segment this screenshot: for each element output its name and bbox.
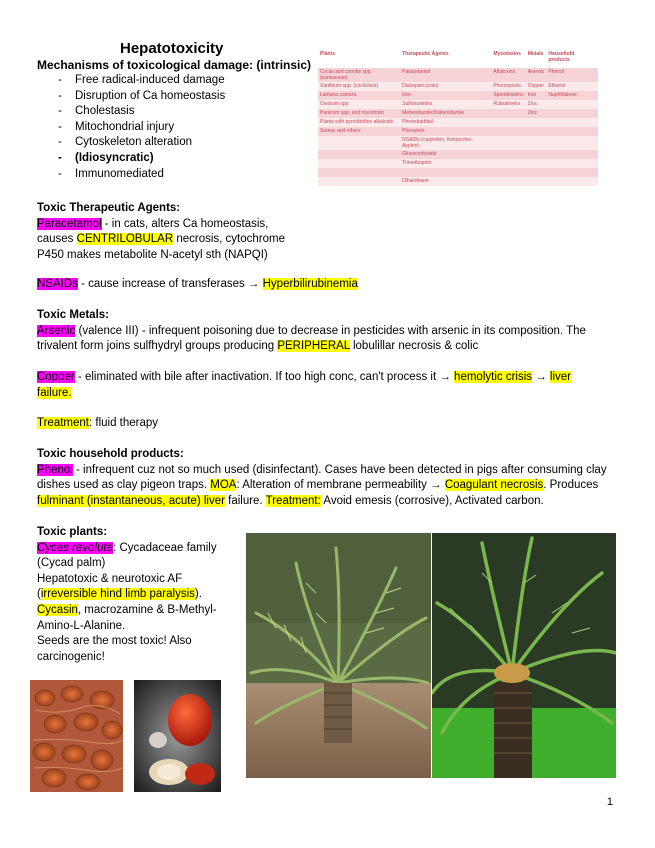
table-row [318, 100, 598, 109]
cycas-seeds-photo [30, 680, 123, 792]
table-cell [546, 168, 598, 177]
table-cell: Dihalothane [400, 177, 491, 186]
table-cell: Zinc [526, 100, 547, 109]
table-row [318, 109, 598, 118]
table-cell [318, 159, 400, 168]
table-row [318, 136, 598, 150]
list-item: - Immunomediated [37, 167, 225, 183]
plants-heading: Toxic plants: [37, 526, 108, 538]
highlight: Arsenic [37, 324, 76, 337]
text: (valence III) - infrequent poisoning due to decrease in pesticides with arsenic in its composition. The trivalent form joins sulfhydryl groups producing [37, 324, 586, 353]
table-header: Mycotoxins [491, 50, 525, 68]
table-cell [526, 136, 547, 150]
paracetamol-paragraph [37, 217, 307, 264]
table-cell [526, 150, 547, 159]
highlight: NSAIDs [37, 278, 78, 290]
list-item: - (Idiosyncratic) [37, 151, 225, 167]
text: → [532, 371, 550, 383]
table-cell: Diazepam (cats) [400, 82, 491, 91]
highlight: Paracetamol [37, 217, 102, 230]
table-cell: NSAIDs (carprofen, Ketoprofen, Aspirin) [400, 136, 491, 150]
table-cell: Naphthalene [546, 91, 598, 100]
copper-paragraph [37, 370, 597, 401]
mechanisms-heading: Mechanisms of toxicological damage: (intrinsic) [37, 58, 312, 72]
table-cell: Phenytoin [400, 127, 491, 136]
table-cell [491, 168, 525, 177]
table-row [318, 159, 598, 168]
table-cell [526, 127, 547, 136]
metals-section [37, 308, 627, 355]
table-cell [546, 118, 598, 127]
cycas-seed-closeup-photo [134, 680, 221, 792]
therapeutic-section [37, 201, 307, 263]
table-cell [491, 136, 525, 150]
table-row [318, 127, 598, 136]
therapeutic-heading: Toxic Therapeutic Agents: [37, 202, 181, 214]
text: : fluid therapy [88, 417, 159, 429]
cycasin-paragraph [37, 603, 237, 634]
table-cell: Ethanol [546, 82, 598, 91]
seeds-paragraph: Seeds are the most toxic! Also carcinogenic! [37, 635, 192, 663]
page-title: Hepatotoxicity [120, 40, 224, 57]
highlight: Cycas revoluta [37, 541, 114, 554]
table-cell [546, 109, 598, 118]
text: necrosis, cytochrome P450 makes metabolite N-acetyl sth (NAPQI) [37, 233, 285, 261]
text: lobulillar necrosis & colic [349, 340, 479, 353]
table-cell [526, 159, 547, 168]
table-row [318, 168, 598, 177]
table-cell [318, 150, 400, 159]
text: - infrequent cuz not so much used (disinfectant). Cases have been detected in pigs after consuming clay dishes used as clay pigeon traps. [37, 463, 607, 492]
table-cell: Paracetamol [400, 68, 491, 82]
table-cell: Arsenic [526, 68, 547, 82]
text: Avoid emesis (corrosive), Activated carbon. [320, 494, 544, 507]
table-cell: Sporidesmins [493, 92, 524, 98]
table-cell [318, 177, 400, 186]
table-cell [491, 109, 525, 118]
text: failure. [224, 494, 266, 507]
hepatotoxic-paragraph [37, 572, 237, 603]
table-cell: Cestrum spp. [318, 100, 400, 109]
text: . Produces [543, 479, 599, 492]
household-heading: Toxic household products: [37, 448, 184, 460]
table-cell: Glucocorticoids [400, 150, 491, 159]
table-cell [526, 177, 547, 186]
table-header: Therapeutic Agents [400, 50, 491, 68]
table-cell: Cycas and coontie spp. (zamiaceae) [318, 68, 400, 82]
table-cell [526, 118, 547, 127]
table-row [318, 118, 598, 127]
highlight: Treatment: [265, 494, 321, 507]
list-item: - Disruption of Ca homeostasis [37, 89, 225, 105]
table-row [318, 82, 598, 91]
table-cell [491, 159, 525, 168]
toxicants-table [318, 50, 598, 186]
highlight: MOA [210, 479, 237, 492]
table-cell [491, 150, 525, 159]
table-header: Household products [546, 50, 598, 68]
table-row [318, 91, 598, 100]
highlight: irreversible hind limb paralysis [40, 588, 195, 601]
text: Hepatotoxic & neurotoxic AF ( [37, 572, 183, 601]
highlight: Phenol [37, 463, 73, 476]
table-cell [526, 168, 547, 177]
table-cell [491, 127, 525, 136]
highlight: Treatment [37, 417, 89, 429]
metals-heading: Toxic Metals: [37, 309, 109, 321]
table-cell: Phenobarbital [400, 118, 491, 127]
table-cell: Mebendazole/Oxibendazole [400, 109, 491, 118]
cycas-palm-lawn-photo [432, 533, 616, 778]
table-cell [318, 168, 400, 177]
table-cell [491, 177, 525, 186]
cycas-paragraph [37, 541, 237, 572]
arsenic-paragraph [37, 324, 627, 355]
highlight: Coagulant necrosis [444, 479, 544, 492]
highlight: fulminant (instantaneous, acute) liver [37, 494, 225, 507]
treatment-line [37, 416, 158, 432]
table-cell: Phenol [546, 68, 598, 82]
table-cell: Copper [526, 82, 547, 91]
table-row [318, 68, 598, 82]
highlight: CENTRILOBULAR [76, 233, 174, 246]
table-cell: Sumac and others [318, 127, 400, 136]
table-cell: Lantana camara [318, 91, 400, 100]
table-cell: Iron [400, 91, 491, 100]
text: ). [194, 588, 202, 601]
text: : Cycadaceae family (Cycad palm) [37, 541, 217, 570]
table-cell: Rubratoxins [491, 100, 525, 109]
household-section [37, 447, 627, 509]
highlight: PERIPHERAL [277, 340, 350, 353]
table-cell [546, 100, 598, 109]
table-cell: Aflatoxins [491, 68, 525, 82]
phenol-paragraph [37, 463, 627, 510]
table-cell: Sulfonamides [400, 100, 491, 109]
list-item: - Cytoskeleton alteration [37, 135, 225, 151]
table-cell [491, 118, 525, 127]
table-header: Plants [318, 50, 400, 68]
table-cell [546, 177, 598, 186]
table-cell: Zinc [526, 109, 547, 118]
table-cell: Panicum spp. and mycotoxin [318, 109, 400, 118]
highlight: Hyperbilirubinemia [262, 278, 358, 290]
list-item: - Cholestasis [37, 104, 225, 120]
table-cell [546, 159, 598, 168]
table-cell [400, 168, 491, 177]
table-row [318, 150, 598, 159]
cycas-palm-photo [246, 533, 431, 778]
text: , macrozamine & B-Methyl-Amino-L-Alanine. [37, 603, 217, 632]
table-cell [546, 150, 598, 159]
text: : Alteration of membrane permeability → [236, 479, 445, 492]
table-cell: Plants with pyrrolizidine alkaloids [318, 118, 400, 127]
table-cell: Trimethoprim [400, 159, 491, 168]
plants-section [37, 525, 237, 665]
table-cell [546, 136, 598, 150]
table-row [318, 177, 598, 186]
table-cell [546, 127, 598, 136]
table-cell: Iron [526, 91, 547, 100]
table-header: Metals [526, 50, 547, 68]
highlight: liver failure. [37, 371, 571, 399]
highlight: Copper [37, 371, 75, 383]
mechanisms-list [37, 73, 225, 182]
highlight: Cycasin [37, 603, 78, 616]
highlight: hemolytic crisis [454, 371, 533, 383]
table-cell: Phomopsins [491, 82, 525, 91]
table-cell [318, 136, 400, 150]
list-item: - Mitochondrial injury [37, 120, 225, 136]
nsaids-paragraph [37, 277, 627, 293]
page-number: 1 [606, 796, 613, 808]
table-cell: Xanthium spp. (cocklebur) [318, 82, 400, 91]
text: - eliminated with bile after inactivation. If too high conc, can't process it → [74, 371, 455, 383]
list-item: - Free radical-induced damage [37, 73, 225, 89]
text: - cause increase of transferases → [77, 278, 263, 290]
text: - in cats, alters Ca homeostasis, causes [37, 217, 269, 246]
